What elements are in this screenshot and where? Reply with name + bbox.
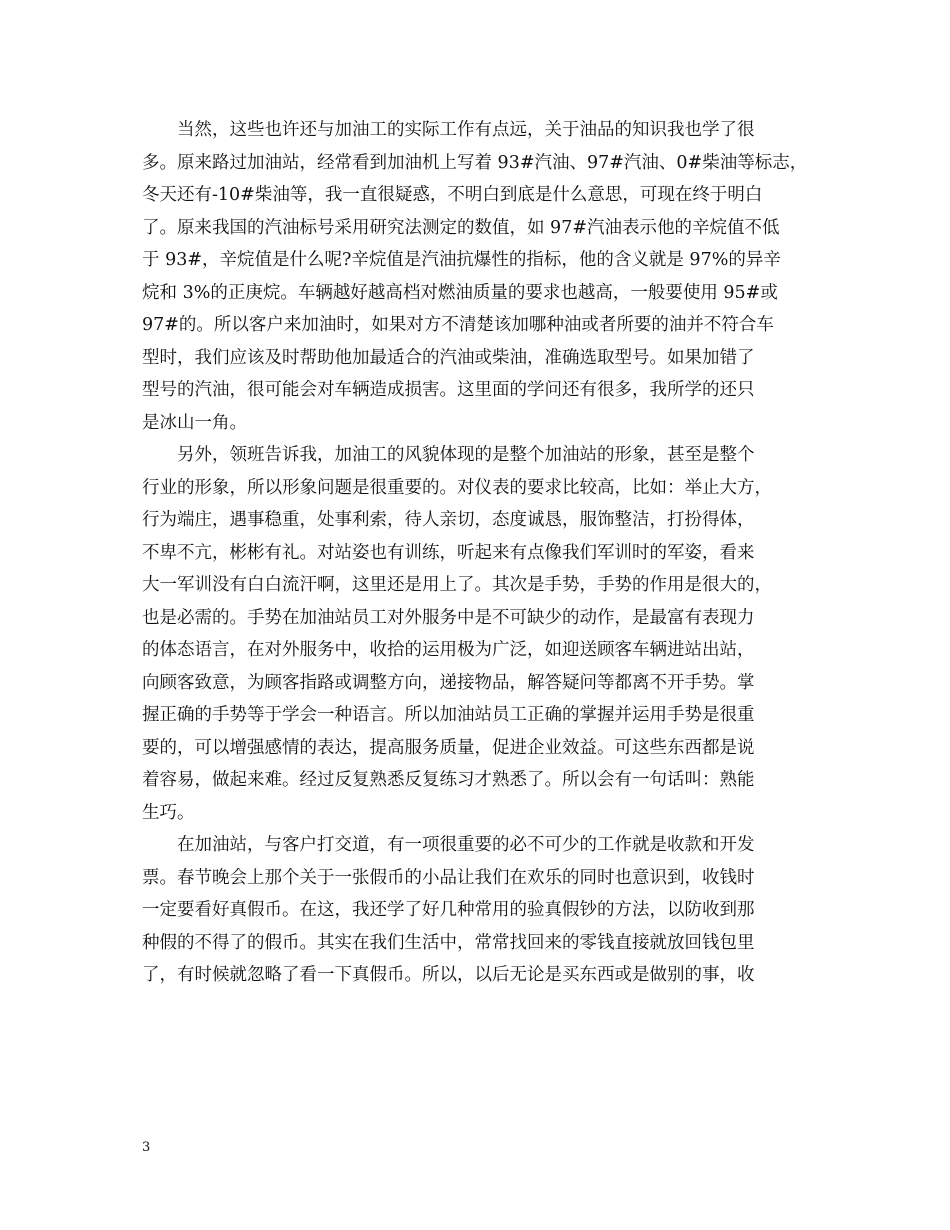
- text-line: 大一军训没有白白流汗啊，这里还是用上了。其次是手势，手势的作用是很大的，: [142, 575, 772, 595]
- text-line: 97#的。所以客户来加油时，如果对方不清楚该加哪种油或者所要的油并不符合车: [142, 315, 774, 335]
- text-line: 向顾客致意，为顾客指路或调整方向，递接物品，解答疑问等都离不开手势。掌: [142, 672, 755, 693]
- text-line: 烷和 3%的正庚烷。车辆越好越高档对燃油质量的要求也越高，一般要使用 95#或: [142, 282, 778, 303]
- text-line: 型时，我们应该及时帮助他加最适合的汽油或柴油，准确选取型号。如果加错了: [142, 347, 755, 368]
- text-line: 的体态语言，在对外服务中，收拾的运用极为广泛，如迎送顾客车辆进站出站，: [142, 640, 755, 660]
- text-line: 要的，可以增强感情的表达，提高服务质量，促进企业效益。可这些东西都是说: [142, 737, 755, 758]
- body-text: [142, 114, 822, 992]
- text-line: 在加油站，与客户打交道，有一项很重要的必不可少的工作就是收款和开发: [142, 835, 755, 855]
- text-line: 多。原来路过加油站，经常看到加油机上写着 93#汽油、97#汽油、0#柴油等标志，: [142, 152, 808, 173]
- text-line: 行业的形象，所以形象问题是很重要的。对仪表的要求比较高，比如：举止大方，: [142, 477, 772, 498]
- text-line: 是冰山一角。: [142, 412, 247, 433]
- text-line: 于 93#，辛烷值是什么呢?辛烷值是汽油抗爆性的指标，他的含义就是 97%的异辛: [142, 250, 781, 270]
- text-line: 了。原来我国的汽油标号采用研究法测定的数值，如 97#汽油表示他的辛烷值不低: [142, 217, 780, 238]
- text-line: 着容易，做起来难。经过反复熟悉反复练习才熟悉了。所以会有一句话叫：熟能: [142, 770, 755, 790]
- text-line: 另外，领班告诉我，加油工的风貌体现的是整个加油站的形象，甚至是整个: [142, 445, 755, 465]
- text-line: 型号的汽油，很可能会对车辆造成损害。这里面的学问还有很多，我所学的还只: [142, 380, 755, 400]
- text-line: 生巧。: [142, 802, 195, 823]
- text-line: 冬天还有-10#柴油等，我一直很疑惑，不明白到底是什么意思，可现在终于明白: [142, 185, 763, 205]
- text-line: 行为端庄，遇事稳重，处事利索，待人亲切，态度诚恳，服饰整洁，打扮得体，: [142, 510, 755, 530]
- text-line: 也是必需的。手势在加油站员工对外服务中是不可缺少的动作，是最富有表现力: [142, 607, 755, 628]
- text-line: 握正确的手势等于学会一种语言。所以加油站员工正确的掌握并运用手势是很重: [142, 705, 755, 725]
- text-line: 不卑不亢，彬彬有礼。对站姿也有训练，听起来有点像我们军训时的军姿，看来: [142, 542, 755, 563]
- text-line: 票。春节晚会上那个关于一张假币的小品让我们在欢乐的同时也意识到，收钱时: [142, 867, 755, 888]
- text-line: 一定要看好真假币。在这，我还学了好几种常用的验真假钞的方法，以防收到那: [142, 900, 755, 920]
- text-line: 了，有时候就忽略了看一下真假币。所以，以后无论是买东西或是做别的事，收: [142, 965, 755, 985]
- page-number: 3: [142, 1140, 151, 1155]
- text-line: 当然，这些也许还与加油工的实际工作有点远，关于油品的知识我也学了很: [142, 120, 755, 140]
- text-line: 种假的不得了的假币。其实在我们生活中，常常找回来的零钱直接就放回钱包里: [142, 932, 755, 953]
